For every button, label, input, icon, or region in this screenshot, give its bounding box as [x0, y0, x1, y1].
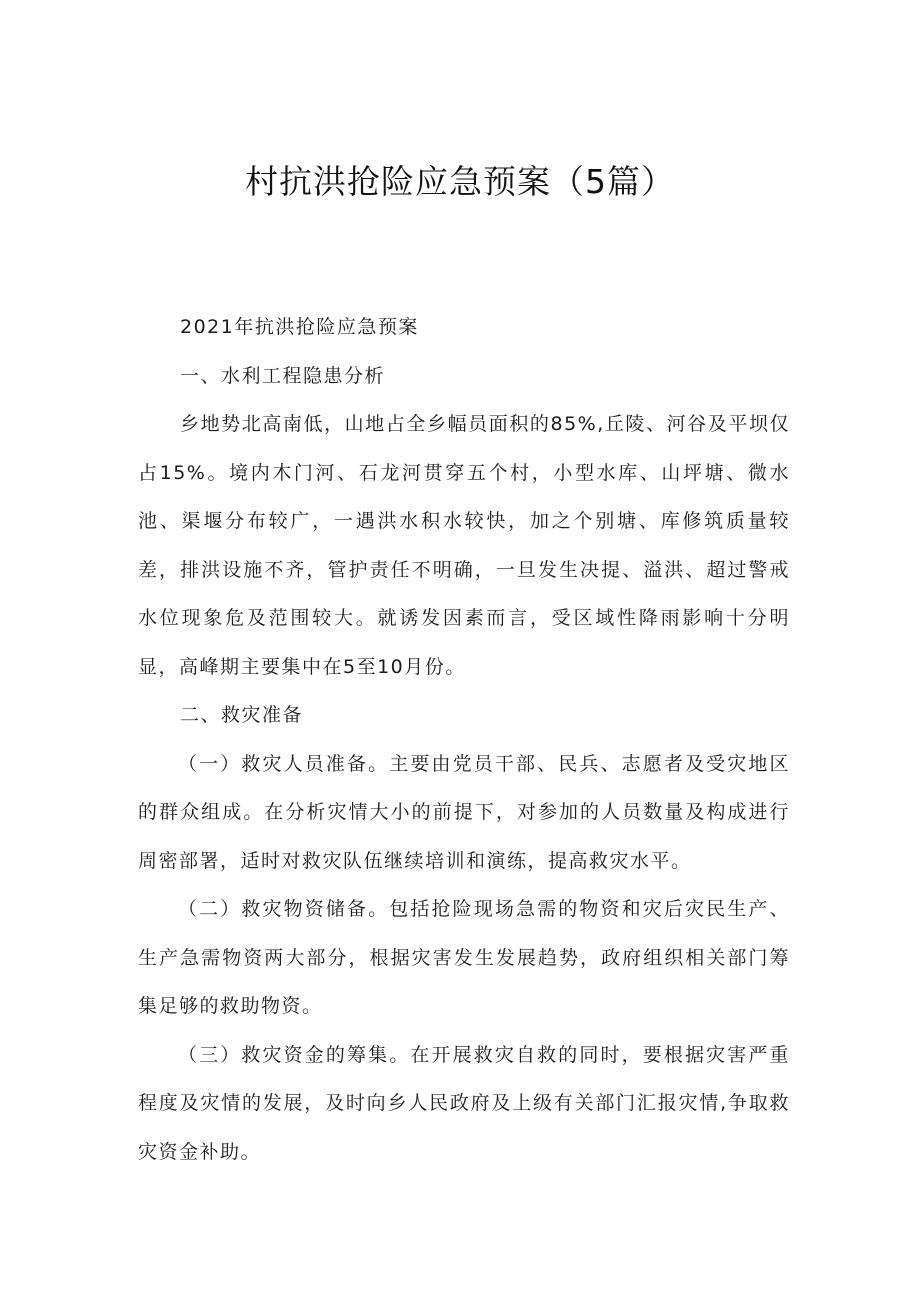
paragraph-subtitle: 2021年抗洪抢险应急预案 — [180, 316, 419, 338]
paragraph-funding: （三）救灾资金的筹集。在开展救灾自救的同时，要根据灾害严重程度及灾情的发展，及时向乡人民政府及上级有关部门汇报灾情,争取救灾资金补助。 — [138, 1043, 790, 1163]
document-title: 村抗洪抢险应急预案（5篇） — [245, 162, 675, 201]
section-heading-2: 二、救灾准备 — [180, 704, 304, 726]
document-body — [138, 303, 790, 1176]
paragraph-supplies: （二）救灾物资储备。包括抢险现场急需的物资和灾后灾民生产、生产急需物资两大部分，根据灾害发生发展趋势，政府组织相关部门筹集足够的救助物资。 — [138, 898, 790, 1017]
paragraph-personnel: （一）救灾人员准备。主要由党员干部、民兵、志愿者及受灾地区的群众组成。在分析灾情大小的前提下，对参加的人员数量及构成进行周密部署，适时对救灾队伍继续培训和演练，提高救灾水平。 — [138, 752, 790, 872]
section-heading-1: 一、水利工程隐患分析 — [180, 364, 386, 387]
paragraph-hazard-analysis: 乡地势北高南低，山地占全乡幅员面积的85%,丘陵、河谷及平坝仅占15%。境内木门河、石龙河贯穿五个村，小型水库、山坪塘、微水池、渠堰分布较广，一遇洪水积水较快，加之个别塘、库修筑质量较差，排洪设施不齐，管护责任不明确，一旦发生决提、溢洪、超过警戒水位现象危及范围较大。就诱发因素而言，受区域性降雨影响十分明显，高峰期主要集中在5至10月份。 — [138, 413, 790, 678]
